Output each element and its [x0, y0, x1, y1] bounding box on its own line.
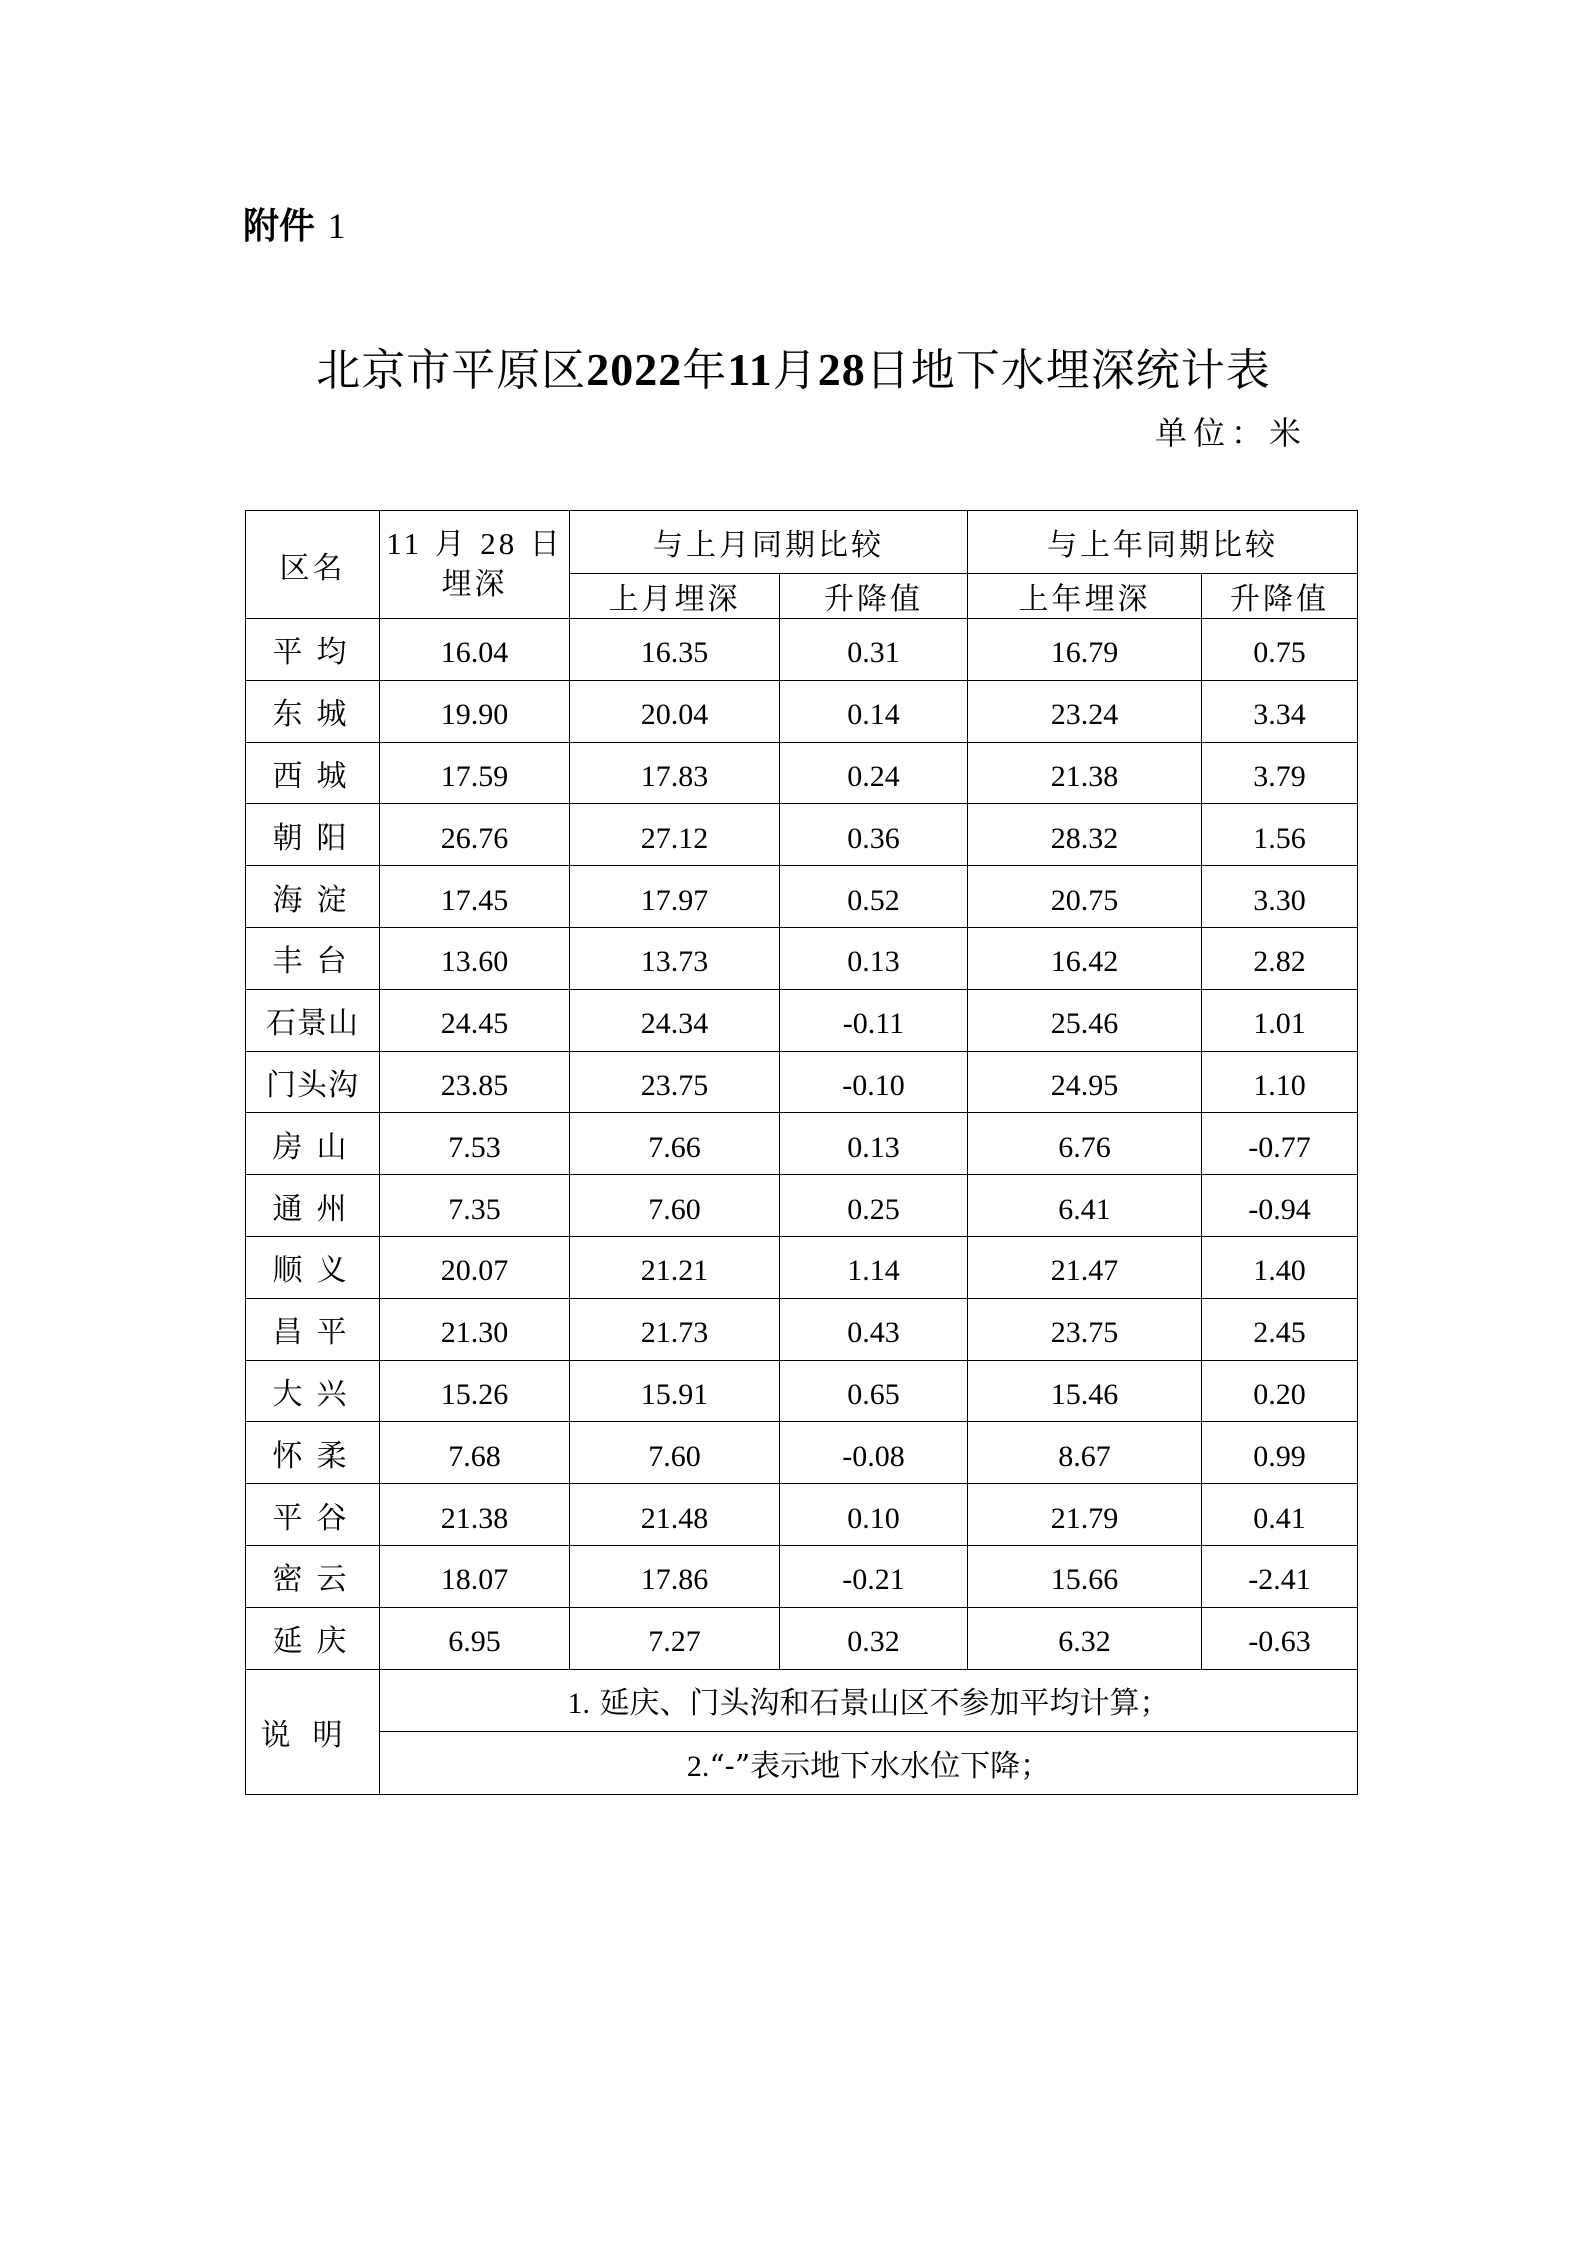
year-change-cell: 0.20: [1202, 1360, 1358, 1422]
title-part2: 年: [682, 345, 728, 396]
table-row: [246, 866, 1358, 928]
current-depth-cell: 16.04: [380, 619, 570, 681]
year-change-cell: -0.77: [1202, 1113, 1358, 1175]
last-month-depth-cell: 21.21: [570, 1236, 780, 1298]
table-row: [246, 1113, 1358, 1175]
district-cell: 大兴: [246, 1360, 380, 1422]
district-cell: 平均: [246, 619, 380, 681]
month-change-cell: 0.25: [780, 1175, 968, 1237]
month-change-cell: 1.14: [780, 1236, 968, 1298]
table-row: [246, 804, 1358, 866]
last-month-depth-cell: 7.60: [570, 1175, 780, 1237]
table-row: [246, 1422, 1358, 1484]
table-row: [246, 1484, 1358, 1546]
current-depth-cell: 26.76: [380, 804, 570, 866]
header-month-change: 升降值: [780, 574, 968, 619]
month-change-cell: 0.32: [780, 1607, 968, 1669]
note-row-2: [246, 1732, 1358, 1795]
page-title: [0, 334, 1587, 398]
notes-section: [246, 1669, 1358, 1795]
note-2: [380, 1732, 1358, 1795]
last-year-depth-cell: 25.46: [968, 989, 1202, 1051]
month-change-cell: 0.10: [780, 1484, 968, 1546]
month-change-cell: 0.24: [780, 742, 968, 804]
header-current-day-char: 日: [529, 527, 563, 562]
current-depth-cell: 7.68: [380, 1422, 570, 1484]
district-cell: 昌平: [246, 1298, 380, 1360]
table-row: [246, 927, 1358, 989]
attachment-label: [243, 198, 346, 249]
last-month-depth-cell: 7.27: [570, 1607, 780, 1669]
header-current-month: 11: [386, 526, 423, 561]
current-depth-cell: 21.30: [380, 1298, 570, 1360]
district-cell: 通州: [246, 1175, 380, 1237]
note-2-number: 2.: [686, 1750, 710, 1784]
last-month-depth-cell: 21.48: [570, 1484, 780, 1546]
current-depth-cell: 6.95: [380, 1607, 570, 1669]
month-change-cell: -0.08: [780, 1422, 968, 1484]
last-year-depth-cell: 15.66: [968, 1545, 1202, 1607]
table-row: [246, 1360, 1358, 1422]
current-depth-cell: 21.38: [380, 1484, 570, 1546]
title-part1: 北京市平原区: [316, 345, 587, 396]
month-change-cell: -0.21: [780, 1545, 968, 1607]
year-change-cell: 1.01: [1202, 989, 1358, 1051]
current-depth-cell: 7.35: [380, 1175, 570, 1237]
last-year-depth-cell: 28.32: [968, 804, 1202, 866]
title-part3: 月: [772, 345, 818, 396]
month-change-cell: 0.31: [780, 619, 968, 681]
month-change-cell: 0.52: [780, 866, 968, 928]
last-month-depth-cell: 16.35: [570, 619, 780, 681]
year-change-cell: 2.45: [1202, 1298, 1358, 1360]
district-cell: 西城: [246, 742, 380, 804]
note-row-1: [246, 1669, 1358, 1732]
table-row: [246, 619, 1358, 681]
note-1-text: 延庆、门头沟和石景山区不参加平均计算；: [599, 1686, 1170, 1722]
last-year-depth-cell: 15.46: [968, 1360, 1202, 1422]
year-change-cell: 3.30: [1202, 866, 1358, 928]
current-depth-cell: 17.59: [380, 742, 570, 804]
last-year-depth-cell: 16.79: [968, 619, 1202, 681]
title-year: 2022: [586, 344, 683, 395]
header-current-line1: [380, 524, 569, 565]
month-change-cell: 0.36: [780, 804, 968, 866]
district-cell: 平谷: [246, 1484, 380, 1546]
last-month-depth-cell: 17.97: [570, 866, 780, 928]
table-row: [246, 1607, 1358, 1669]
last-month-depth-cell: 13.73: [570, 927, 780, 989]
district-cell: 顺义: [246, 1236, 380, 1298]
title-month: 11: [727, 344, 773, 395]
last-month-depth-cell: 17.83: [570, 742, 780, 804]
attachment-word: 附件: [243, 206, 316, 247]
month-change-cell: 0.65: [780, 1360, 968, 1422]
current-depth-cell: 19.90: [380, 680, 570, 742]
month-change-cell: 0.43: [780, 1298, 968, 1360]
last-year-depth-cell: 21.38: [968, 742, 1202, 804]
year-change-cell: 1.40: [1202, 1236, 1358, 1298]
last-year-depth-cell: 8.67: [968, 1422, 1202, 1484]
year-change-cell: 0.99: [1202, 1422, 1358, 1484]
last-year-depth-cell: 16.42: [968, 927, 1202, 989]
header-current-depth: [380, 511, 570, 619]
note-1: [380, 1669, 1358, 1732]
district-cell: 丰台: [246, 927, 380, 989]
header-current-line2: 埋深: [441, 567, 508, 602]
year-change-cell: 2.82: [1202, 927, 1358, 989]
note-2-text: “-”表示地下水水位下降；: [709, 1749, 1051, 1785]
district-cell: 房山: [246, 1113, 380, 1175]
table-row: [246, 1298, 1358, 1360]
table-row: [246, 742, 1358, 804]
current-depth-cell: 15.26: [380, 1360, 570, 1422]
header-current-day: 28: [480, 526, 518, 561]
last-month-depth-cell: 24.34: [570, 989, 780, 1051]
last-year-depth-cell: 20.75: [968, 866, 1202, 928]
current-depth-cell: 24.45: [380, 989, 570, 1051]
last-year-depth-cell: 24.95: [968, 1051, 1202, 1113]
title-part4: 日地下水埋深统计表: [865, 345, 1271, 396]
table-row: [246, 1175, 1358, 1237]
header-month-group: 与上月同期比较: [570, 511, 968, 574]
table-body: [246, 619, 1358, 1670]
year-change-cell: -2.41: [1202, 1545, 1358, 1607]
table-row: [246, 1545, 1358, 1607]
table-row: [246, 680, 1358, 742]
district-cell: 延庆: [246, 1607, 380, 1669]
last-month-depth-cell: 7.66: [570, 1113, 780, 1175]
year-change-cell: 0.41: [1202, 1484, 1358, 1546]
district-cell: 密云: [246, 1545, 380, 1607]
header-last-year-depth: 上年埋深: [968, 574, 1202, 619]
notes-label: 说明: [246, 1669, 380, 1795]
year-change-cell: -0.94: [1202, 1175, 1358, 1237]
header-last-month-depth: 上月埋深: [570, 574, 780, 619]
district-cell: 石景山: [246, 989, 380, 1051]
last-month-depth-cell: 21.73: [570, 1298, 780, 1360]
header-row-1: [246, 511, 1358, 574]
last-month-depth-cell: 20.04: [570, 680, 780, 742]
title-day: 28: [817, 344, 866, 395]
current-depth-cell: 18.07: [380, 1545, 570, 1607]
unit-label: 单位：米: [1154, 414, 1307, 452]
last-year-depth-cell: 21.79: [968, 1484, 1202, 1546]
current-depth-cell: 20.07: [380, 1236, 570, 1298]
district-cell: 门头沟: [246, 1051, 380, 1113]
year-change-cell: -0.63: [1202, 1607, 1358, 1669]
last-year-depth-cell: 6.76: [968, 1113, 1202, 1175]
month-change-cell: -0.10: [780, 1051, 968, 1113]
table-row: [246, 1051, 1358, 1113]
attachment-number: 1: [327, 206, 346, 246]
header-year-change: 升降值: [1202, 574, 1358, 619]
table-row: [246, 1236, 1358, 1298]
last-year-depth-cell: 23.75: [968, 1298, 1202, 1360]
groundwater-table: [245, 510, 1358, 1795]
year-change-cell: 3.79: [1202, 742, 1358, 804]
header-year-group: 与上年同期比较: [968, 511, 1358, 574]
district-cell: 海淀: [246, 866, 380, 928]
district-cell: 朝阳: [246, 804, 380, 866]
month-change-cell: -0.11: [780, 989, 968, 1051]
district-cell: 怀柔: [246, 1422, 380, 1484]
table-row: [246, 989, 1358, 1051]
year-change-cell: 1.10: [1202, 1051, 1358, 1113]
year-change-cell: 0.75: [1202, 619, 1358, 681]
year-change-cell: 3.34: [1202, 680, 1358, 742]
current-depth-cell: 23.85: [380, 1051, 570, 1113]
district-cell: 东城: [246, 680, 380, 742]
header-district: 区名: [246, 511, 380, 619]
current-depth-cell: 13.60: [380, 927, 570, 989]
last-month-depth-cell: 15.91: [570, 1360, 780, 1422]
last-year-depth-cell: 6.41: [968, 1175, 1202, 1237]
last-year-depth-cell: 23.24: [968, 680, 1202, 742]
month-change-cell: 0.13: [780, 1113, 968, 1175]
last-month-depth-cell: 27.12: [570, 804, 780, 866]
year-change-cell: 1.56: [1202, 804, 1358, 866]
last-year-depth-cell: 6.32: [968, 1607, 1202, 1669]
header-current-month-char: 月: [434, 527, 468, 562]
last-year-depth-cell: 21.47: [968, 1236, 1202, 1298]
month-change-cell: 0.14: [780, 680, 968, 742]
note-1-number: 1.: [567, 1687, 590, 1721]
current-depth-cell: 17.45: [380, 866, 570, 928]
current-depth-cell: 7.53: [380, 1113, 570, 1175]
last-month-depth-cell: 17.86: [570, 1545, 780, 1607]
last-month-depth-cell: 23.75: [570, 1051, 780, 1113]
last-month-depth-cell: 7.60: [570, 1422, 780, 1484]
month-change-cell: 0.13: [780, 927, 968, 989]
